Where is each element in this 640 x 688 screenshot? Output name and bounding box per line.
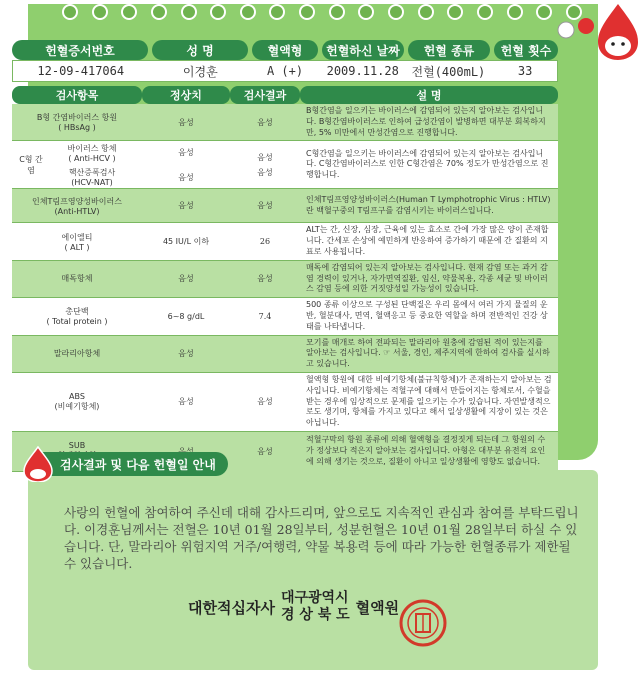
- issuer-region: [281, 590, 350, 624]
- test-description: C형간염을 일으키는 바이러스에 감염되어 있는지 알아보는 검사입니다. C형간염바이러스로 인한 C형간염은 70% 정도가 만성간염으로 진행합니다.: [300, 141, 558, 189]
- donation-date: 2009.11.28: [326, 64, 399, 78]
- official-seal-icon: [398, 598, 448, 648]
- binder-ring-icon: [418, 4, 434, 20]
- test-item-name: SUB: [68, 441, 86, 451]
- test-result: 7.4: [230, 298, 300, 335]
- binder-ring-icon: [240, 4, 256, 20]
- binder-ring-icon: [151, 4, 167, 20]
- test-description: 500 종류 이상으로 구성된 단백질은 우리 몸에서 여러 가지 물질의 운반, 혈분대사, 면역, 혈액응고 등 중요한 역할을 하며 전반적인 건강 상태를 나타냅니다.: [300, 298, 558, 335]
- table-row: [12, 298, 558, 335]
- binder-rings: [62, 4, 582, 22]
- table-row: [12, 223, 558, 260]
- donation-date-label: 헌혈하신 날짜: [322, 40, 404, 60]
- test-result-value: 음성: [257, 152, 273, 162]
- test-description: 모기를 매개로 하여 전파되는 말라리아 원충에 감염된 적이 있는지를 알아보는 검사입니다. ☞ 서울, 경인, 제주지역에 한하여 검사를 실시하고 있습니다.: [300, 335, 558, 372]
- table-row: [12, 189, 558, 223]
- donor-name: 이경훈: [182, 64, 218, 79]
- normal-range: 음성: [142, 335, 230, 372]
- binder-ring-icon: [388, 4, 404, 20]
- issuer-signature: [188, 590, 399, 624]
- donation-type: 전혈(400mL): [411, 64, 486, 79]
- test-results-table: [12, 86, 558, 472]
- test-item-code: (HCV-NAT): [71, 177, 113, 187]
- normal-range: 음성: [142, 260, 230, 297]
- test-description: 적혈구막의 항원 종류에 의해 혈액형을 결정짓게 되는데 그 항원의 수가 정상보다 적은지 알아보는 검사입니다. 아형은 대부분 유전적 요인에 의해 생기는 것으로, 질환이 아니고 일상생활에 영향도 없습니다.: [300, 431, 558, 471]
- table-row: [12, 104, 558, 141]
- table-row: [12, 141, 558, 189]
- table-row: [12, 335, 558, 372]
- test-item-name: 총단백: [65, 307, 89, 317]
- donation-count: 33: [517, 64, 533, 78]
- binder-ring-icon: [447, 4, 463, 20]
- binder-ring-icon: [269, 4, 285, 20]
- blood-drop-mascot-icon: [556, 0, 640, 60]
- issuer-org: 대한적십자사: [188, 598, 275, 617]
- column-header-result: 검사결과: [230, 86, 300, 104]
- column-header-normal-range: 정상치: [142, 86, 230, 104]
- binder-ring-icon: [121, 4, 137, 20]
- test-item-code: (Anti-HTLV): [54, 206, 100, 216]
- test-result: [230, 335, 300, 372]
- test-item-name: 핵산증폭검사: [68, 167, 116, 177]
- blood-type-label: 혈액형: [252, 40, 318, 60]
- test-description: ALT는 간, 신장, 심장, 근육에 있는 효소로 간에 가장 많은 양이 존재합니다. 간세포 손상에 예민하게 반응하여 증가하기 때문에 간 질환의 지표로 사용됩니다.: [300, 223, 558, 260]
- binder-ring-icon: [181, 4, 197, 20]
- test-item-code: ( ALT ): [64, 242, 90, 252]
- test-description: 혈액형 항원에 대한 비예기항체(불규칙항체)가 존재하는지 알아보는 검사입니다. 비예기항체는 적혈구에 대해서 만들어지는 항체로서, 수혈을 받는 경우에 임상적으로 문제를 일으키는 수가 있습니다. 자연발생적으로도 생기며, 항체를 가지고 있다고 해서 일상생활에 지장이 있는 것은 아닙니다.: [300, 372, 558, 431]
- normal-range: 음성: [142, 372, 230, 431]
- normal-range: 음성: [142, 104, 230, 141]
- test-item: [12, 223, 142, 260]
- test-item-name: 에이엘티: [61, 232, 93, 242]
- table-row: [12, 372, 558, 431]
- certificate-number: 12-09-417064: [37, 64, 125, 78]
- test-group-name: C형 간염: [19, 154, 43, 175]
- donation-type-label: 헌혈 종류: [408, 40, 490, 60]
- test-item: [12, 372, 142, 431]
- test-result: 음성: [230, 260, 300, 297]
- name-label: 성 명: [152, 40, 248, 60]
- test-result: 음성: [230, 189, 300, 223]
- blood-type: A (+): [266, 64, 304, 78]
- test-item: [12, 335, 142, 372]
- certificate-number-label: 헌혈증서번호: [12, 40, 148, 60]
- test-result: 26: [230, 223, 300, 260]
- binder-ring-icon: [92, 4, 108, 20]
- test-description: 매독에 감염되어 있는지 알아보는 검사입니다. 현재 감염 또는 과거 감염 경력이 있거나, 자가면역질환, 임신, 약물복용, 각종 세균 및 바이러스 감염 등에 의한 거짓양성일 가능성이 있습니다.: [300, 260, 558, 297]
- test-item: [12, 189, 142, 223]
- column-header-description: 설 명: [300, 86, 558, 104]
- binder-ring-icon: [329, 4, 345, 20]
- test-item: [12, 260, 142, 297]
- test-result: [230, 141, 300, 189]
- binder-ring-icon: [358, 4, 374, 20]
- test-result-value: 음성: [257, 167, 273, 177]
- guide-message: 사랑의 헌혈에 참여하여 주신데 대해 감사드리며, 앞으로도 지속적인 관심과 참여를 부탁드립니다. 이경훈님께서는 전혈은 10년 01월 28일부터, 성분헌혈은 10년 01월 28일부터 하실 수 있습니다. 단, 말라리아 위험지역 거주/여행력, 약물 복용력 등에 따라 가능한 헌혈종류가 제한될 수 있습니다.: [64, 505, 579, 571]
- test-result: 음성: [230, 104, 300, 141]
- test-item-name: 매독항체: [61, 274, 93, 284]
- normal-range-value: 음성: [178, 172, 194, 182]
- binder-ring-icon: [536, 4, 552, 20]
- test-description: 인체T림프영양성바이러스(Human T Lymphotrophic Virus : HTLV)란 백혈구중의 T림프구를 감염시키는 바이러스입니다.: [300, 189, 558, 223]
- test-description: B형간염을 일으키는 바이러스에 감염되어 있는지 알아보는 검사입니다. B형간염바이러스로 인하여 급성간염이 발병하면 대부분 회복하지만, 5% 미만에서 만성간염으로 진행합니다.: [300, 104, 558, 141]
- issuer-center: 혈액원: [355, 598, 400, 617]
- issuer-region-line: 경 상 북 도: [280, 607, 350, 623]
- test-item-code: ( Anti-HCV ): [68, 153, 116, 163]
- test-item: [12, 104, 142, 141]
- normal-range: 음성: [142, 189, 230, 223]
- test-item-name: ABS: [69, 391, 85, 401]
- binder-ring-icon: [477, 4, 493, 20]
- test-item-code: (비예기항체): [54, 401, 100, 411]
- table-row: [12, 260, 558, 297]
- test-item: [12, 141, 142, 189]
- issuer-region-line: 대구광역시: [280, 590, 349, 606]
- donation-count-label: 헌혈 횟수: [494, 40, 558, 60]
- binder-ring-icon: [62, 4, 78, 20]
- test-item-code: ( Total protein ): [46, 317, 108, 327]
- column-header-test-item: 검사항목: [12, 86, 142, 104]
- binder-ring-icon: [299, 4, 315, 20]
- test-item-name: B형 간염바이러스 항원: [36, 113, 118, 123]
- normal-range: 45 IU/L 이하: [142, 223, 230, 260]
- test-item-name: 말라리아항체: [53, 349, 101, 359]
- normal-range: [142, 141, 230, 189]
- test-item-name: 바이러스 항체: [67, 143, 117, 153]
- donation-header-labels: [12, 40, 558, 60]
- binder-ring-icon: [507, 4, 523, 20]
- test-result: 음성: [230, 372, 300, 431]
- blood-drop-icon: [22, 446, 54, 482]
- test-item-name: 인체T림프영양성바이러스: [32, 196, 122, 206]
- test-result: 음성: [230, 431, 300, 471]
- normal-range: 6~8 g/dL: [142, 298, 230, 335]
- test-item: [12, 298, 142, 335]
- normal-range-value: 음성: [178, 147, 194, 157]
- test-item-code: ( HBsAg ): [58, 123, 96, 133]
- donation-header-values: [12, 60, 558, 82]
- binder-ring-icon: [210, 4, 226, 20]
- guide-title: 검사결과 및 다음 헌혈일 안내: [30, 452, 228, 476]
